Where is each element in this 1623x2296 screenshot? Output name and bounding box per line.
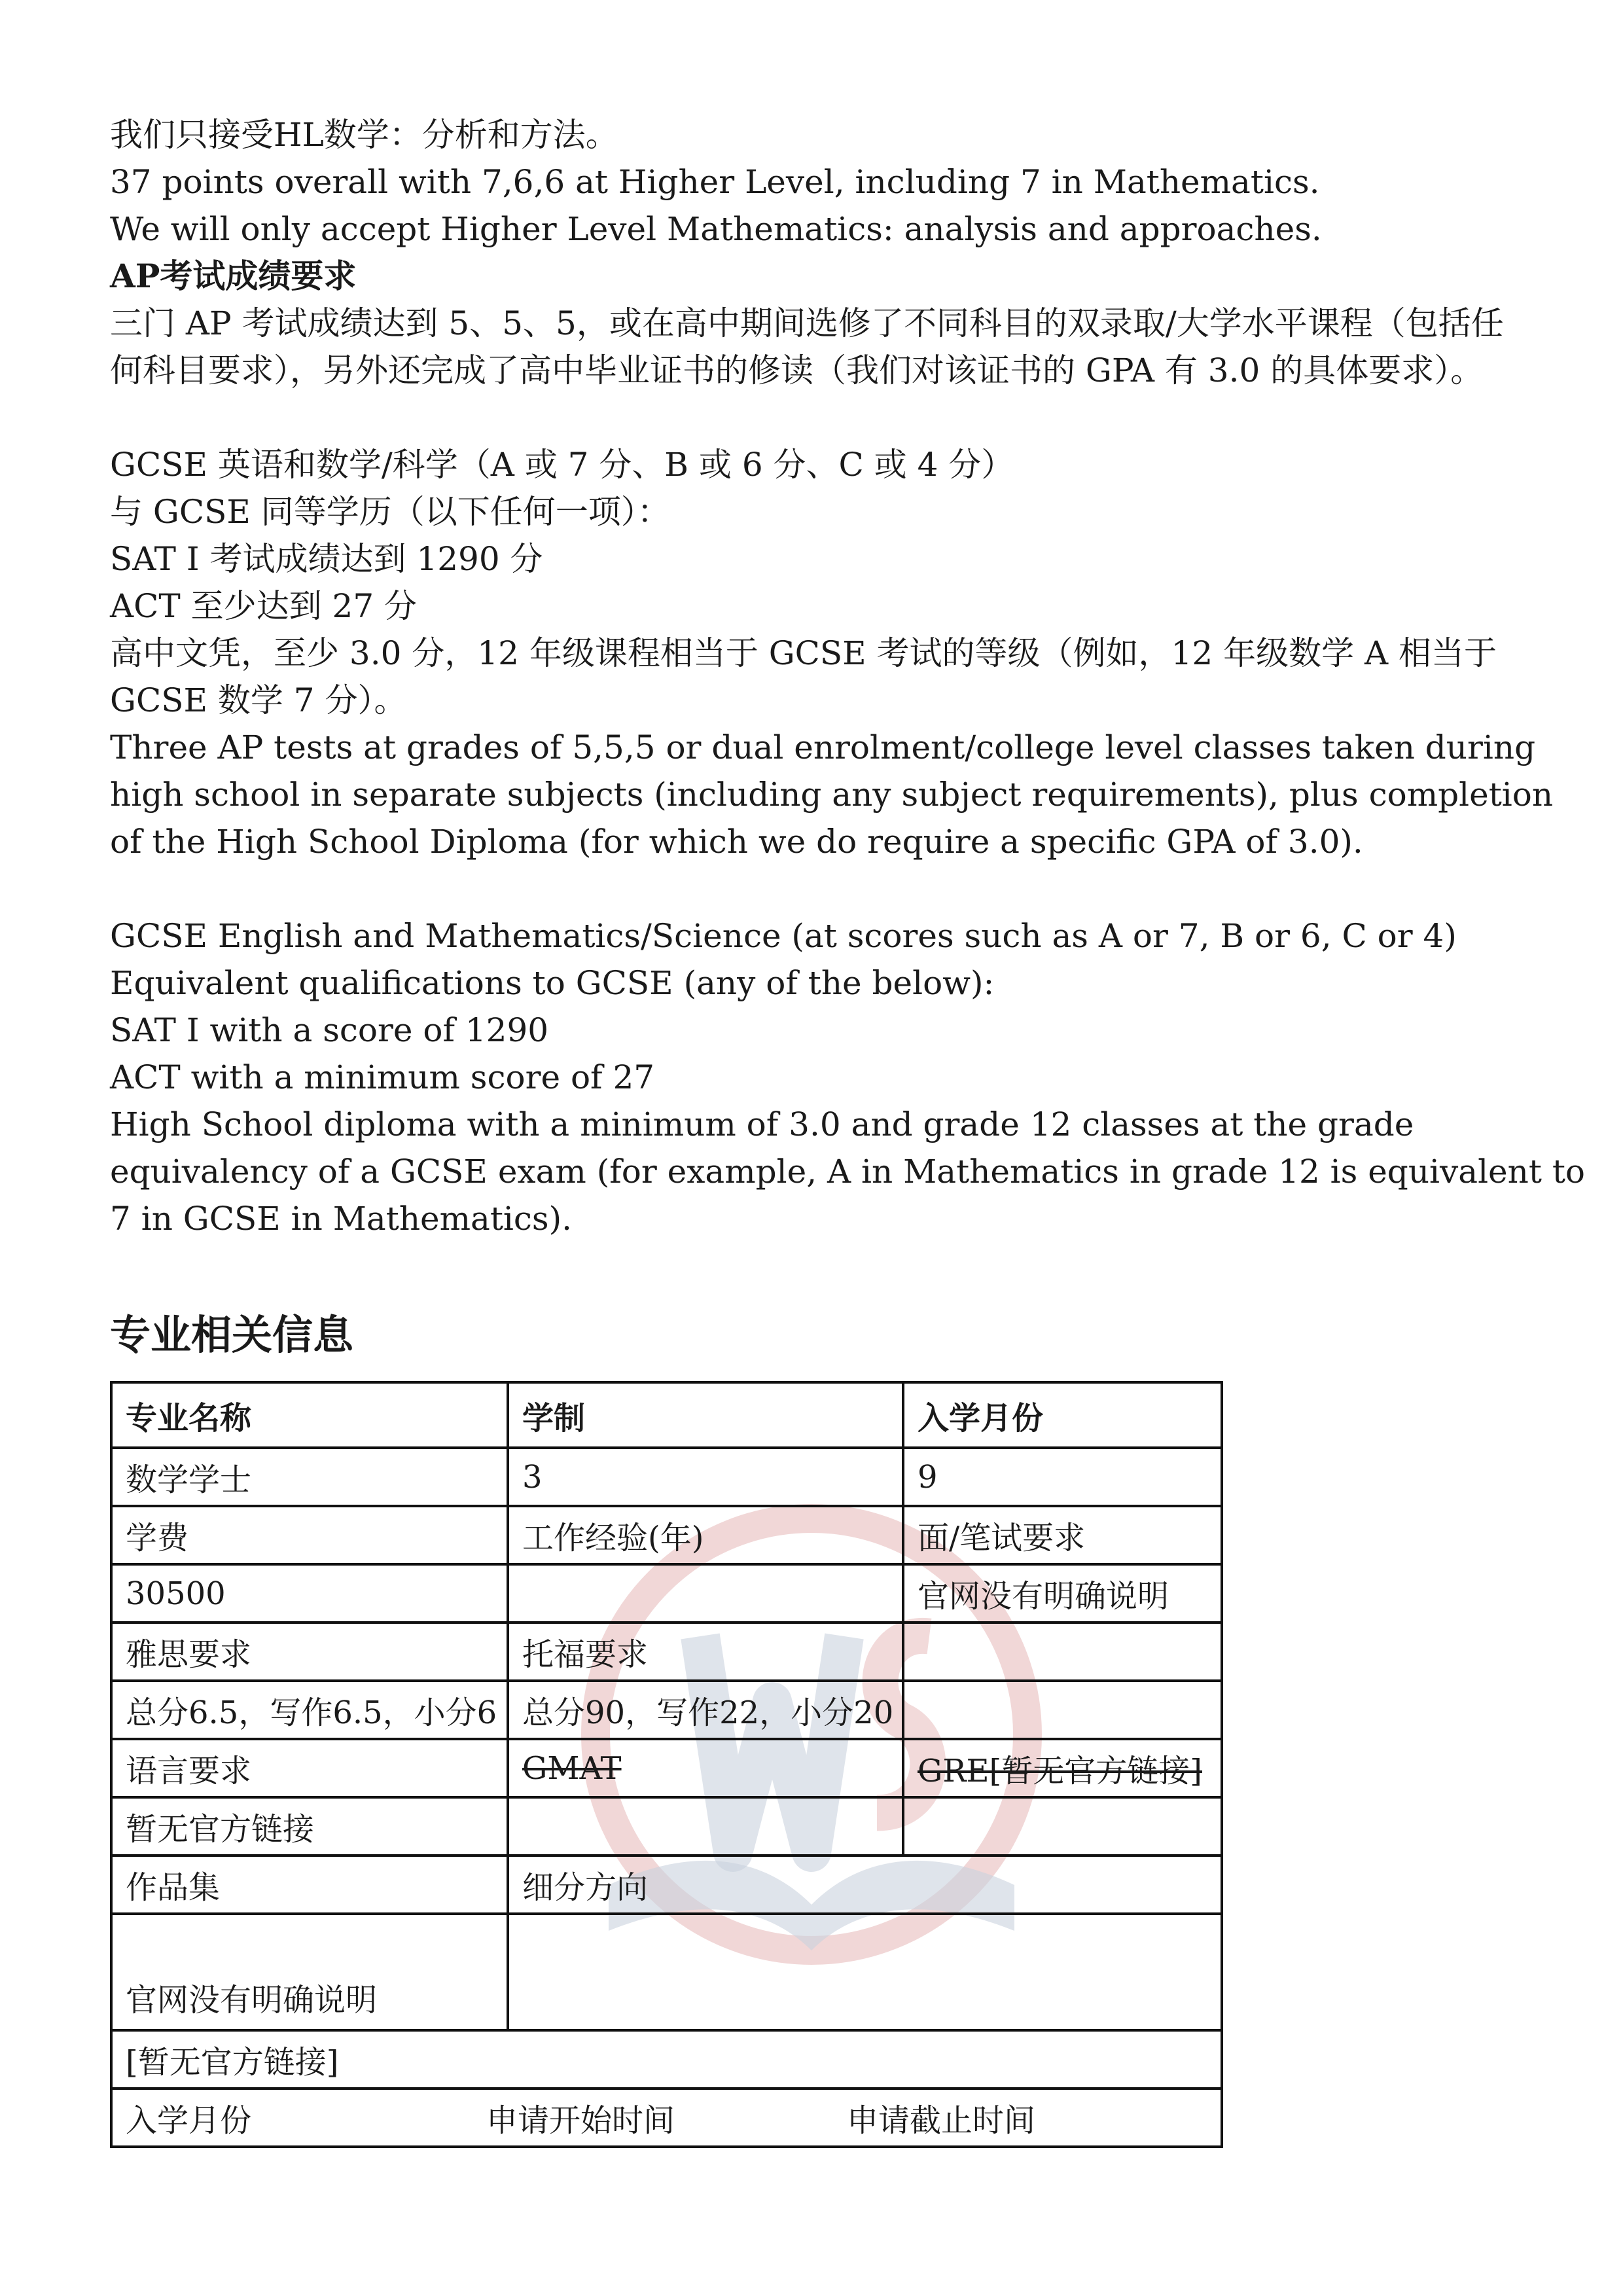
text-line: GCSE 英语和数学/科学（A 或 7 分、B 或 6 分、C 或 4 分） (110, 446, 1014, 484)
text-line: GCSE English and Mathematics/Science (at scores such as A or 7, B or 6, C or 4) (110, 917, 1457, 955)
text-line: 7 in GCSE in Mathematics). (110, 1200, 572, 1238)
cell-application-dates (111, 2089, 1222, 2147)
cell-interview-label: 面/笔试要求 (903, 1506, 1222, 1564)
cell-empty (508, 1797, 903, 1856)
cell-empty (903, 1623, 1222, 1681)
text-line: Equivalent qualifications to GCSE (any of the below): (110, 964, 995, 1002)
section-title: 专业相关信息 (110, 1311, 354, 1359)
cell-ielts: 总分6.5，写作6.5，小分6 (111, 1681, 508, 1739)
table-row (111, 1856, 1222, 1914)
cell-ielts-label: 雅思要求 (111, 1623, 508, 1681)
cell-empty (903, 1681, 1222, 1739)
table-row (111, 1382, 1222, 1448)
cell-work-experience (508, 1564, 903, 1623)
text-line: We will only accept Higher Level Mathematics: analysis and approaches. (110, 210, 1322, 248)
text-line: high school in separate subjects (including any subject requirements), plus completion (110, 776, 1554, 814)
blank-line (110, 865, 1517, 912)
table-row (111, 1739, 1222, 1797)
intake-month-label: 入学月份 (126, 2102, 252, 2139)
table-row (111, 1564, 1222, 1623)
text-line: Three AP tests at grades of 5,5,5 or dual enrolment/college level classes taken during (110, 728, 1536, 766)
application-start-label: 申请开始时间 (486, 2102, 675, 2139)
table-row (111, 1797, 1222, 1856)
table-row (111, 1623, 1222, 1681)
program-info-table (110, 1381, 1223, 2148)
cell-specialization-label: 细分方向 (508, 1856, 1222, 1914)
cell-portfolio: 官网没有明确说明 (111, 1914, 508, 2030)
text-line: High School diploma with a minimum of 3.0 and grade 12 classes at the grade (110, 1105, 1414, 1143)
table-row (111, 1448, 1222, 1506)
table-row (111, 2089, 1222, 2147)
cell-program-name-label: 专业名称 (111, 1382, 508, 1448)
text-line: 37 points overall with 7,6,6 at Higher Level, including 7 in Mathematics. (110, 163, 1320, 201)
cell-toefl-label: 托福要求 (508, 1623, 903, 1681)
text-line: of the High School Diploma (for which we do require a specific GPA of 3.0). (110, 823, 1363, 861)
text-line: SAT I with a score of 1290 (110, 1011, 549, 1049)
cell-tuition: 30500 (111, 1564, 508, 1623)
text-line: equivalency of a GCSE exam (for example, A in Mathematics in grade 12 is equivalent to (110, 1153, 1586, 1191)
cell-specialization (508, 1914, 1222, 2030)
cell-work-experience-label: 工作经验(年) (508, 1506, 903, 1564)
text-line: SAT I 考试成绩达到 1290 分 (110, 540, 543, 578)
text-line: 何科目要求），另外还完成了高中毕业证书的修读（我们对该证书的 GPA 有 3.0 的具体要求）。 (110, 351, 1484, 389)
cell-intake-month-label: 入学月份 (903, 1382, 1222, 1448)
text-line: 三门 AP 考试成绩达到 5、5、5，或在高中期间选修了不同科目的双录取/大学水平课程（包括任 (110, 304, 1504, 342)
cell-official-link: [暂无官方链接] (111, 2030, 1222, 2089)
cell-program-name: 数学学士 (111, 1448, 508, 1506)
blank-line (110, 394, 1517, 441)
cell-language-label: 语言要求 (111, 1739, 508, 1797)
text-line: GCSE 数学 7 分）。 (110, 681, 407, 719)
table-row (111, 1681, 1222, 1739)
text-line: AP考试成绩要求 (110, 257, 357, 295)
application-deadline-label: 申请截止时间 (847, 2102, 1036, 2139)
text-line: 我们只接受HL数学：分析和方法。 (110, 116, 618, 154)
table-row (111, 2030, 1222, 2089)
cell-toefl: 总分90，写作22，小分20 (508, 1681, 903, 1739)
cell-interview: 官网没有明确说明 (903, 1564, 1222, 1623)
table-row (111, 1506, 1222, 1564)
cell-empty (903, 1797, 1222, 1856)
text-line: 与 GCSE 同等学历（以下任何一项）： (110, 493, 670, 531)
cell-gmat: GMAT (508, 1739, 903, 1797)
text-line: ACT 至少达到 27 分 (110, 587, 418, 625)
cell-tuition-label: 学费 (111, 1506, 508, 1564)
table-row (111, 1914, 1222, 2030)
cell-language-link: 暂无官方链接 (111, 1797, 508, 1856)
text-line: 高中文凭，至少 3.0 分，12 年级课程相当于 GCSE 考试的等级（例如，12 年级数学 A 相当于 (110, 634, 1497, 672)
cell-gre: GRE[暂无官方链接] (903, 1739, 1222, 1797)
text-line: ACT with a minimum score of 27 (110, 1058, 655, 1096)
cell-intake-month: 9 (903, 1448, 1222, 1506)
cell-duration-label: 学制 (508, 1382, 903, 1448)
cell-portfolio-label: 作品集 (111, 1856, 508, 1914)
requirements-text (110, 111, 1586, 1242)
cell-duration: 3 (508, 1448, 903, 1506)
